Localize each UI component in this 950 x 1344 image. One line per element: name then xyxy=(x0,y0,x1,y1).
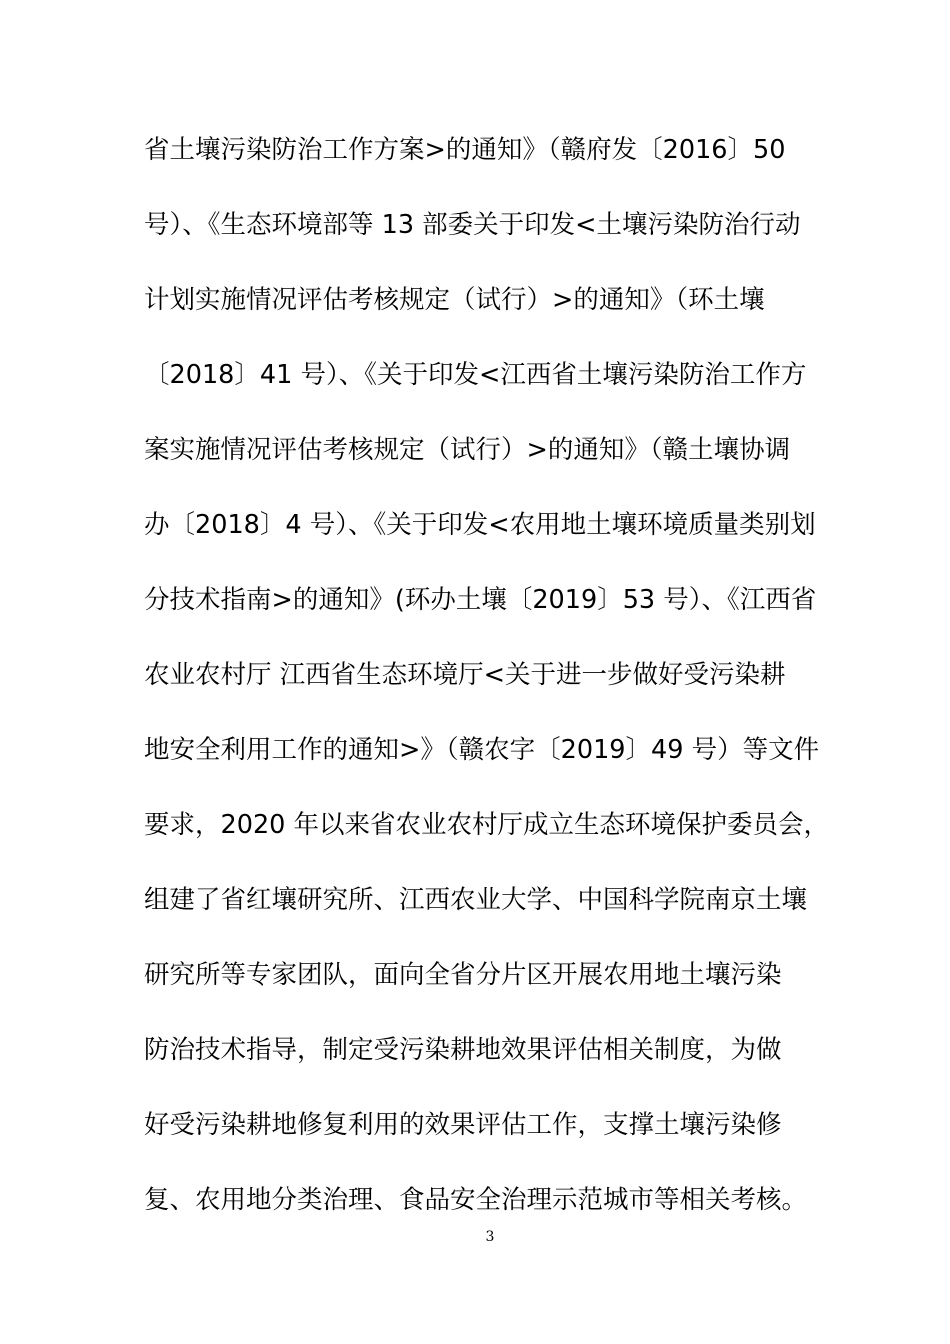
text-line: 防治技术指导，制定受污染耕地效果评估相关制度，为做 xyxy=(144,1035,782,1065)
text-line: 复、农用地分类治理、食品安全治理示范城市等相关考核。 xyxy=(144,1185,808,1215)
text-line: 地安全利用工作的通知>》（赣农字〔2019〕49 号）等文件 xyxy=(144,735,820,765)
body-paragraph xyxy=(144,131,830,1256)
text-line: 研究所等专家团队，面向全省分片区开展农用地土壤污染 xyxy=(144,960,782,990)
text-line: 要求，2020 年以来省农业农村厅成立生态环境保护委员会， xyxy=(144,810,830,840)
text-line: 好受污染耕地修复利用的效果评估工作，支撑土壤污染修 xyxy=(144,1110,782,1140)
text-line: 案实施情况评估考核规定（试行）>的通知》（赣土壤协调 xyxy=(144,435,791,465)
text-line: 组建了省红壤研究所、江西农业大学、中国科学院南京土壤 xyxy=(144,885,808,915)
text-line: 〔2018〕41 号）、《关于印发<江西省土壤污染防治工作方 xyxy=(144,360,807,390)
text-line: 号）、《生态环境部等 13 部委关于印发<土壤污染防治行动 xyxy=(144,210,801,240)
page-number: 3 xyxy=(485,1229,495,1245)
text-line: 计划实施情况评估考核规定（试行）>的通知》（环土壤 xyxy=(144,285,765,315)
text-line: 分技术指南>的通知》(环办土壤〔2019〕53 号）、《江西省 xyxy=(144,585,817,615)
text-line: 农业农村厅 江西省生态环境厅<关于进一步做好受污染耕 xyxy=(144,660,786,690)
text-line: 省土壤污染防治工作方案>的通知》（赣府发〔2016〕50 xyxy=(144,135,786,165)
text-line: 办〔2018〕4 号）、《关于印发<农用地土壤环境质量类别划 xyxy=(144,510,816,540)
